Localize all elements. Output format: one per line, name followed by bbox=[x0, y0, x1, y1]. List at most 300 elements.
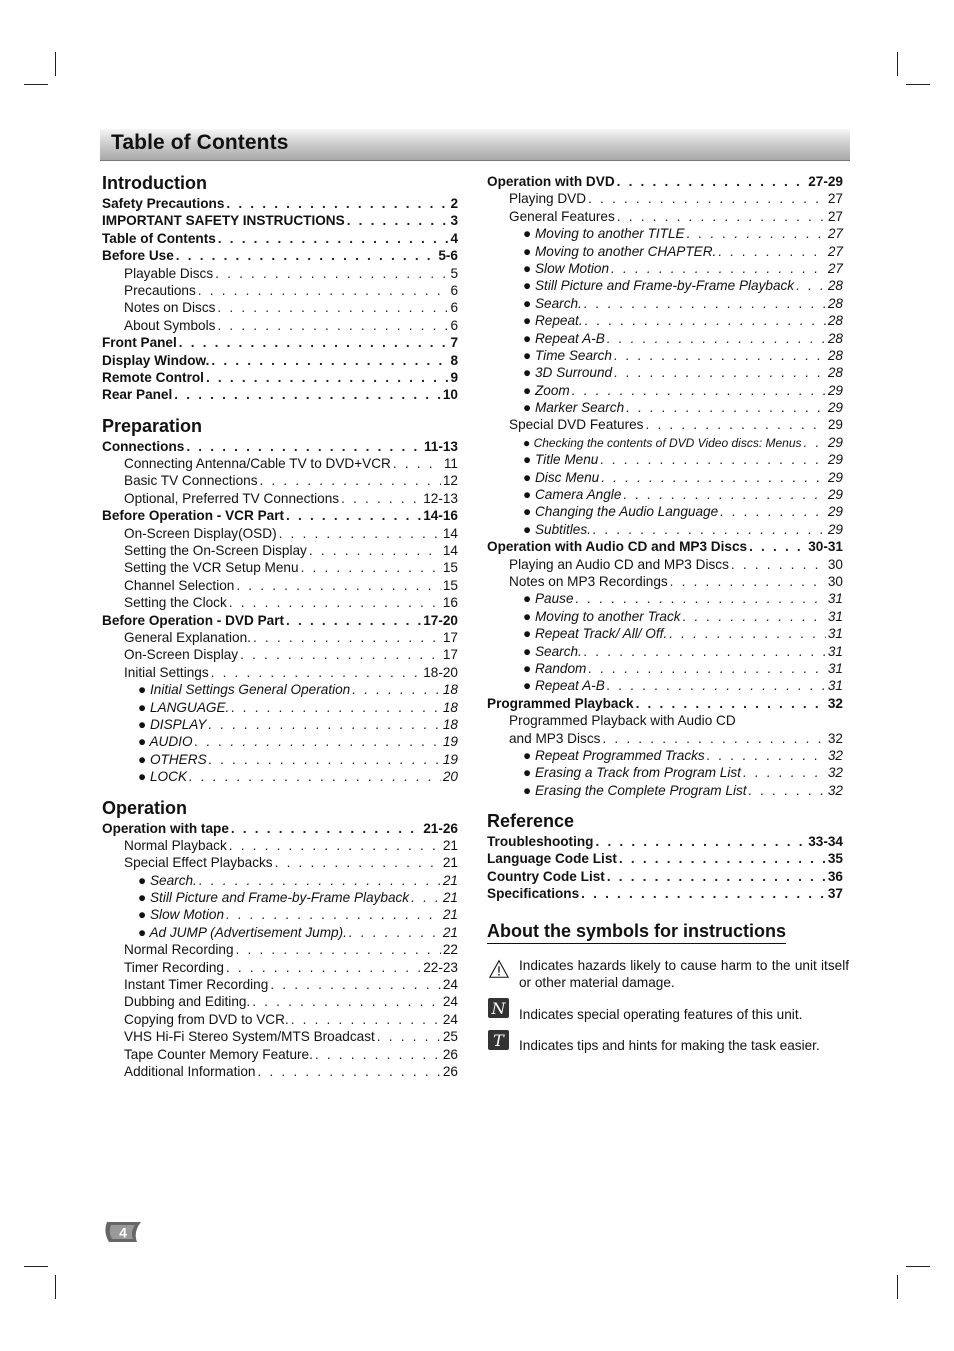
toc-entry bbox=[102, 941, 458, 958]
leader-dots bbox=[208, 716, 440, 733]
toc-entry bbox=[487, 833, 843, 850]
toc-entry bbox=[102, 594, 458, 611]
toc-entry bbox=[102, 699, 458, 716]
toc-entry bbox=[487, 295, 843, 312]
leader-dots bbox=[588, 660, 826, 677]
toc-entry-label: ● Checking the contents of DVD Video discs: Menus bbox=[523, 435, 802, 450]
toc-entry bbox=[102, 369, 458, 386]
leader-dots bbox=[260, 472, 441, 489]
toc-entry-page: 7 bbox=[450, 335, 458, 351]
toc-entry bbox=[487, 538, 843, 555]
leader-dots bbox=[377, 1028, 441, 1045]
leader-dots bbox=[626, 399, 826, 416]
toc-entry-label: Operation with Audio CD and MP3 Discs bbox=[487, 539, 748, 555]
toc-entry-text: Programmed Playback with Audio CD bbox=[509, 713, 736, 729]
toc-entry-page: 21 bbox=[442, 837, 458, 853]
toc-entry-page: 29 bbox=[827, 452, 843, 468]
toc-entry-page: 18-20 bbox=[423, 664, 458, 680]
leader-dots bbox=[236, 577, 441, 594]
toc-entry-page: 6 bbox=[450, 317, 458, 333]
toc-entry-label: Dubbing and Editing. bbox=[124, 994, 251, 1010]
toc-entry-page: 28 bbox=[827, 347, 843, 363]
toc-entry bbox=[102, 386, 458, 403]
toc-entry bbox=[102, 577, 458, 594]
leader-dots bbox=[707, 747, 826, 764]
toc-entry-page: 17 bbox=[442, 629, 458, 645]
toc-left-column bbox=[102, 171, 458, 1080]
leader-dots bbox=[341, 490, 421, 507]
toc-entry bbox=[487, 625, 843, 642]
page-number: 4 bbox=[119, 1224, 127, 1241]
toc-entry-label: Normal Playback bbox=[124, 837, 227, 853]
toc-right-column bbox=[487, 173, 843, 903]
toc-entry-label: ● Subtitles. bbox=[523, 521, 591, 537]
toc-entry-label: IMPORTANT SAFETY INSTRUCTIONS bbox=[102, 213, 345, 229]
leader-dots bbox=[581, 885, 826, 902]
toc-entry bbox=[102, 906, 458, 923]
leader-dots bbox=[236, 941, 441, 958]
toc-entry-label: Before Operation - DVD Part bbox=[102, 612, 285, 628]
toc-entry-label: Normal Recording bbox=[124, 942, 234, 958]
section-heading-preparation: Preparation bbox=[102, 415, 203, 436]
symbols-section bbox=[487, 921, 849, 1071]
toc-entry bbox=[487, 521, 843, 538]
toc-entry bbox=[102, 352, 458, 369]
toc-entry bbox=[487, 277, 843, 294]
toc-entry-label: Basic TV Connections bbox=[124, 473, 258, 489]
toc-entry-label: Initial Settings bbox=[124, 664, 209, 680]
toc-entry-label: General Features bbox=[509, 208, 615, 224]
toc-entry bbox=[102, 1028, 458, 1045]
svg-text:T: T bbox=[493, 1031, 504, 1050]
leader-dots bbox=[199, 872, 441, 889]
toc-entry bbox=[102, 924, 458, 941]
toc-entry bbox=[487, 330, 843, 347]
toc-entry-label: and MP3 Discs bbox=[509, 730, 601, 746]
toc-entry-page: 29 bbox=[827, 469, 843, 485]
toc-entry bbox=[102, 854, 458, 871]
crop-mark bbox=[55, 1275, 56, 1299]
toc-entry-page: 28 bbox=[827, 278, 843, 294]
toc-entry bbox=[102, 212, 458, 229]
symbol-tip-text: Indicates tips and hints for making the task easier. bbox=[519, 1038, 820, 1053]
toc-entry-label: ● Repeat Programmed Tracks bbox=[523, 747, 705, 763]
toc-entry-page: 11-13 bbox=[423, 438, 458, 454]
toc-entry-label: Remote Control bbox=[102, 369, 204, 385]
toc-entry-page: 21 bbox=[442, 890, 458, 906]
toc-entry bbox=[487, 469, 843, 486]
toc-entry-label: Programmed Playback bbox=[487, 695, 634, 711]
toc-entry-label: Operation with tape bbox=[102, 820, 229, 836]
toc-entry-page: 26 bbox=[442, 1046, 458, 1062]
tip-icon bbox=[487, 1029, 511, 1051]
toc-entry-page: 31 bbox=[827, 626, 843, 642]
toc-entry bbox=[102, 559, 458, 576]
toc-entry-page: 22 bbox=[442, 942, 458, 958]
symbols-title: About the symbols for instructions bbox=[487, 921, 786, 944]
toc-entry bbox=[487, 503, 843, 520]
toc-entry-page: 17-20 bbox=[423, 612, 458, 628]
toc-entry-label: ● Still Picture and Frame-by-Frame Playback bbox=[138, 890, 410, 906]
toc-entry bbox=[102, 472, 458, 489]
leader-dots bbox=[588, 190, 826, 207]
toc-entry bbox=[102, 993, 458, 1010]
toc-entry bbox=[102, 664, 458, 681]
toc-entry bbox=[102, 282, 458, 299]
leader-dots bbox=[619, 850, 826, 867]
toc-entry bbox=[487, 416, 843, 433]
leader-dots bbox=[252, 993, 441, 1010]
toc-entry bbox=[102, 612, 458, 629]
toc-entry-page: 18 bbox=[442, 699, 458, 715]
toc-entry-label: ● Moving to another Track bbox=[523, 608, 681, 624]
leader-dots bbox=[607, 330, 826, 347]
section-heading-operation: Operation bbox=[102, 797, 188, 818]
toc-entry-page: 27 bbox=[827, 191, 843, 207]
toc-entry bbox=[102, 317, 458, 334]
toc-entry bbox=[487, 556, 843, 573]
toc-entry-label: ● Search. bbox=[138, 872, 197, 888]
toc-entry-label: Additional Information bbox=[124, 1063, 256, 1079]
leader-dots bbox=[315, 1046, 441, 1063]
toc-entry-page: 29 bbox=[827, 382, 843, 398]
toc-entry-page: 32 bbox=[827, 782, 843, 798]
leader-dots bbox=[226, 959, 421, 976]
note-icon bbox=[487, 997, 511, 1019]
toc-entry-page: 29 bbox=[827, 434, 843, 450]
crop-mark bbox=[24, 1266, 48, 1267]
leader-dots bbox=[670, 573, 826, 590]
leader-dots bbox=[749, 538, 806, 555]
toc-entry-label: Setting the Clock bbox=[124, 595, 227, 611]
leader-dots bbox=[229, 594, 441, 611]
toc-entry-page: 31 bbox=[827, 643, 843, 659]
leader-dots bbox=[804, 434, 826, 451]
toc-entry bbox=[102, 820, 458, 837]
toc-entry bbox=[487, 364, 843, 381]
leader-dots bbox=[720, 503, 826, 520]
toc-entry-page: 29 bbox=[827, 400, 843, 416]
toc-entry-page: 22-23 bbox=[423, 959, 458, 975]
leader-dots bbox=[601, 469, 826, 486]
toc-entry-label: On-Screen Display bbox=[124, 647, 239, 663]
section-heading-introduction: Introduction bbox=[102, 173, 207, 193]
toc-entry bbox=[102, 629, 458, 646]
toc-entry-label: Table of Contents bbox=[102, 230, 216, 246]
leader-dots bbox=[645, 416, 825, 433]
toc-entry-label: ● Repeat Track/ All/ Off. bbox=[523, 626, 668, 642]
toc-entry-page: 24 bbox=[442, 1011, 458, 1027]
toc-entry bbox=[487, 382, 843, 399]
toc-entry-label: Before Use bbox=[102, 248, 174, 264]
toc-entry bbox=[102, 976, 458, 993]
toc-entry-label: About Symbols bbox=[124, 317, 216, 333]
toc-entry-label: Precautions bbox=[124, 282, 196, 298]
toc-entry-label: Connections bbox=[102, 438, 185, 454]
crop-mark bbox=[897, 1275, 898, 1299]
toc-entry bbox=[487, 399, 843, 416]
crop-mark bbox=[24, 84, 48, 85]
leader-dots bbox=[617, 208, 826, 225]
toc-entry-page: 16 bbox=[442, 595, 458, 611]
leader-dots bbox=[614, 347, 826, 364]
toc-entry-label: Optional, Preferred TV Connections bbox=[124, 490, 340, 506]
crop-mark bbox=[55, 52, 56, 76]
toc-entry-page: 33-34 bbox=[808, 834, 843, 850]
leader-dots bbox=[174, 386, 441, 403]
toc-entry-label: Special DVD Features bbox=[509, 417, 644, 433]
toc-entry-page: 27 bbox=[827, 208, 843, 224]
toc-entry-page: 17 bbox=[442, 647, 458, 663]
toc-entry bbox=[487, 486, 843, 503]
toc-entry bbox=[102, 438, 458, 455]
crop-mark bbox=[906, 1266, 930, 1267]
toc-entry-page: 31 bbox=[827, 608, 843, 624]
toc-entry-label: ● Erasing the Complete Program List bbox=[523, 782, 747, 798]
page-number-badge bbox=[103, 1220, 143, 1244]
leader-dots bbox=[186, 438, 422, 455]
toc-entry-page: 32 bbox=[827, 730, 843, 746]
toc-entry-page: 25 bbox=[442, 1029, 458, 1045]
toc-entry-page: 4 bbox=[450, 230, 458, 246]
toc-entry bbox=[102, 525, 458, 542]
toc-entry-page: 12 bbox=[442, 473, 458, 489]
leader-dots bbox=[584, 295, 826, 312]
toc-entry-label: Notes on Discs bbox=[124, 300, 216, 316]
toc-entry bbox=[102, 230, 458, 247]
toc-entry bbox=[102, 265, 458, 282]
leader-dots bbox=[209, 751, 441, 768]
toc-entry-label: Timer Recording bbox=[124, 959, 224, 975]
leader-dots bbox=[718, 243, 826, 260]
symbol-warning-text: Indicates hazards likely to cause harm to the unit itself or other material damage. bbox=[519, 958, 849, 990]
leader-dots bbox=[215, 265, 448, 282]
toc-entry bbox=[487, 190, 843, 207]
toc-entry bbox=[487, 260, 843, 277]
toc-entry bbox=[487, 451, 843, 468]
leader-dots bbox=[796, 277, 826, 294]
leader-dots bbox=[617, 173, 807, 190]
toc-entry bbox=[487, 434, 843, 451]
toc-entry-page: 12-13 bbox=[423, 490, 458, 506]
leader-dots bbox=[270, 976, 441, 993]
leader-dots bbox=[218, 230, 449, 247]
toc-entry-label: VHS Hi-Fi Stereo System/MTS Broadcast bbox=[124, 1029, 375, 1045]
toc-entry-label: Special Effect Playbacks bbox=[124, 855, 273, 871]
toc-entry-page: 28 bbox=[827, 295, 843, 311]
toc-entry-page: 21-26 bbox=[423, 820, 458, 836]
toc-entry-page: 31 bbox=[827, 591, 843, 607]
leader-dots bbox=[636, 695, 826, 712]
toc-entry-page: 15 bbox=[442, 560, 458, 576]
toc-entry-label: Safety Precautions bbox=[102, 196, 225, 211]
toc-entry bbox=[102, 768, 458, 785]
toc-entry-page: 14-16 bbox=[423, 508, 458, 524]
leader-dots bbox=[211, 664, 422, 681]
toc-entry bbox=[102, 837, 458, 854]
leader-dots bbox=[352, 681, 441, 698]
toc-entry-label: Instant Timer Recording bbox=[124, 977, 269, 993]
toc-entry-label: ● Repeat A-B bbox=[523, 330, 605, 346]
toc-entry-label: ● Moving to another TITLE bbox=[523, 226, 685, 242]
toc-entry bbox=[487, 208, 843, 225]
toc-entry-label: ● Ad JUMP (Advertisement Jump). bbox=[138, 924, 347, 940]
toc-entry-label: General Explanation. bbox=[124, 629, 251, 645]
crop-mark bbox=[897, 52, 898, 76]
toc-entry bbox=[102, 455, 458, 472]
leader-dots bbox=[176, 247, 437, 264]
toc-entry bbox=[102, 1063, 458, 1080]
toc-entry-page: 28 bbox=[827, 365, 843, 381]
toc-entry-label: Troubleshooting bbox=[487, 834, 594, 850]
toc-entry-page: 21 bbox=[442, 924, 458, 940]
toc-entry-label: ● Search. bbox=[523, 295, 582, 311]
toc-entry-page: 28 bbox=[827, 313, 843, 329]
leader-dots bbox=[607, 677, 826, 694]
toc-entry bbox=[487, 747, 843, 764]
toc-entry-page: 27 bbox=[827, 260, 843, 276]
toc-entry bbox=[487, 782, 843, 799]
toc-entry bbox=[487, 695, 843, 712]
toc-entry-label: Notes on MP3 Recordings bbox=[509, 573, 668, 589]
toc-entry bbox=[487, 850, 843, 867]
toc-entry-label: ● Title Menu bbox=[523, 452, 599, 468]
toc-entry-label: ● LANGUAGE. bbox=[138, 699, 230, 715]
toc-entry-page: 15 bbox=[442, 577, 458, 593]
warning-icon bbox=[487, 958, 511, 980]
leader-dots bbox=[217, 317, 448, 334]
toc-entry-label: Channel Selection bbox=[124, 577, 235, 593]
toc-entry-page: 21 bbox=[442, 855, 458, 871]
toc-entry bbox=[487, 608, 843, 625]
toc-entry-label: On-Screen Display(OSD) bbox=[124, 525, 277, 541]
svg-text:N: N bbox=[491, 999, 506, 1018]
toc-entry-label: ● Camera Angle bbox=[523, 487, 622, 503]
toc-entry-page: 11 bbox=[443, 456, 458, 472]
toc-entry-page: 36 bbox=[827, 868, 843, 884]
toc-entry-page: 21 bbox=[442, 872, 458, 888]
toc-entry bbox=[487, 660, 843, 677]
toc-entry bbox=[102, 889, 458, 906]
toc-entry-label: Copying from DVD to VCR. bbox=[124, 1011, 289, 1027]
leader-dots bbox=[206, 369, 448, 386]
toc-entry-page: 31 bbox=[827, 678, 843, 694]
toc-entry-label: ● Disc Menu bbox=[523, 469, 600, 485]
toc-entry-page: 10 bbox=[442, 387, 458, 403]
toc-entry-label: ● Slow Motion bbox=[523, 260, 610, 276]
toc-entry-page: 29 bbox=[827, 487, 843, 503]
toc-entry bbox=[102, 1011, 458, 1028]
toc-entry-page: 8 bbox=[450, 352, 458, 368]
toc-entry-label: ● 3D Surround bbox=[523, 365, 613, 381]
leader-dots bbox=[611, 260, 826, 277]
leader-dots bbox=[614, 364, 826, 381]
toc-entry-label: ● DISPLAY bbox=[138, 716, 207, 732]
toc-entry-label: ● Erasing a Track from Program List bbox=[523, 765, 741, 781]
leader-dots bbox=[743, 764, 826, 781]
toc-entry-label: Before Operation - VCR Part bbox=[102, 508, 285, 524]
toc-entry-page: 20 bbox=[442, 769, 458, 785]
toc-entry-page: 5 bbox=[450, 265, 458, 281]
leader-dots bbox=[226, 906, 441, 923]
toc-entry-page: 27 bbox=[827, 243, 843, 259]
toc-entry bbox=[102, 959, 458, 976]
leader-dots bbox=[576, 590, 826, 607]
leader-dots bbox=[195, 733, 441, 750]
leader-dots bbox=[607, 868, 826, 885]
leader-dots bbox=[217, 299, 448, 316]
toc-entry-page: 2 bbox=[450, 196, 458, 211]
toc-entry bbox=[487, 590, 843, 607]
toc-entry-page: 14 bbox=[442, 525, 458, 541]
toc-entry-label: ● Pause bbox=[523, 591, 574, 607]
section-spacer bbox=[102, 786, 458, 796]
toc-entry-label: ● Zoom bbox=[523, 382, 570, 398]
leader-dots bbox=[226, 195, 448, 212]
toc-entry bbox=[487, 868, 843, 885]
crop-mark bbox=[906, 84, 930, 85]
leader-dots bbox=[349, 924, 441, 941]
section-heading-reference: Reference bbox=[487, 811, 575, 832]
toc-entry-label: ● Still Picture and Frame-by-Frame Playback bbox=[523, 278, 795, 294]
toc-entry-label: ● Repeat. bbox=[523, 313, 583, 329]
toc-entry-label: ● Repeat A-B bbox=[523, 678, 605, 694]
leader-dots bbox=[291, 1011, 441, 1028]
leader-dots bbox=[749, 782, 826, 799]
toc-entry-label: Setting the On-Screen Display bbox=[124, 543, 307, 559]
toc-entry bbox=[102, 681, 458, 698]
leader-dots bbox=[240, 646, 441, 663]
toc-entry-page: 6 bbox=[450, 300, 458, 316]
toc-entry-label: ● Search. bbox=[523, 643, 582, 659]
toc-entry bbox=[487, 347, 843, 364]
leader-dots bbox=[309, 542, 441, 559]
section-spacer bbox=[102, 404, 458, 414]
leader-dots bbox=[411, 889, 441, 906]
toc-entry bbox=[102, 716, 458, 733]
title-banner bbox=[100, 129, 850, 161]
toc-entry bbox=[102, 299, 458, 316]
leader-dots bbox=[198, 282, 449, 299]
toc-entry bbox=[487, 730, 843, 747]
leader-dots bbox=[279, 525, 441, 542]
toc-entry bbox=[487, 677, 843, 694]
toc-entry bbox=[102, 751, 458, 768]
leader-dots bbox=[275, 854, 441, 871]
toc-entry bbox=[102, 646, 458, 663]
toc-entry bbox=[487, 573, 843, 590]
leader-dots bbox=[602, 730, 825, 747]
leader-dots bbox=[584, 643, 826, 660]
toc-entry-page: 21 bbox=[442, 907, 458, 923]
toc-entry-page: 29 bbox=[827, 504, 843, 520]
page-title: Table of Contents bbox=[111, 131, 289, 154]
leader-dots bbox=[600, 451, 826, 468]
leader-dots bbox=[229, 837, 441, 854]
toc-entry-page: 18 bbox=[442, 682, 458, 698]
toc-entry-label: Playing an Audio CD and MP3 Discs bbox=[509, 556, 729, 572]
toc-entry-label: Display Window. bbox=[102, 352, 210, 368]
toc-entry-page: 29 bbox=[827, 521, 843, 537]
toc-entry-page: 26 bbox=[442, 1063, 458, 1079]
toc-entry bbox=[487, 643, 843, 660]
toc-entry bbox=[487, 885, 843, 902]
toc-entry-page: 37 bbox=[827, 886, 843, 902]
toc-entry bbox=[487, 312, 843, 329]
toc-entry-page: 19 bbox=[442, 734, 458, 750]
toc-entry bbox=[102, 334, 458, 351]
leader-dots bbox=[731, 556, 826, 573]
